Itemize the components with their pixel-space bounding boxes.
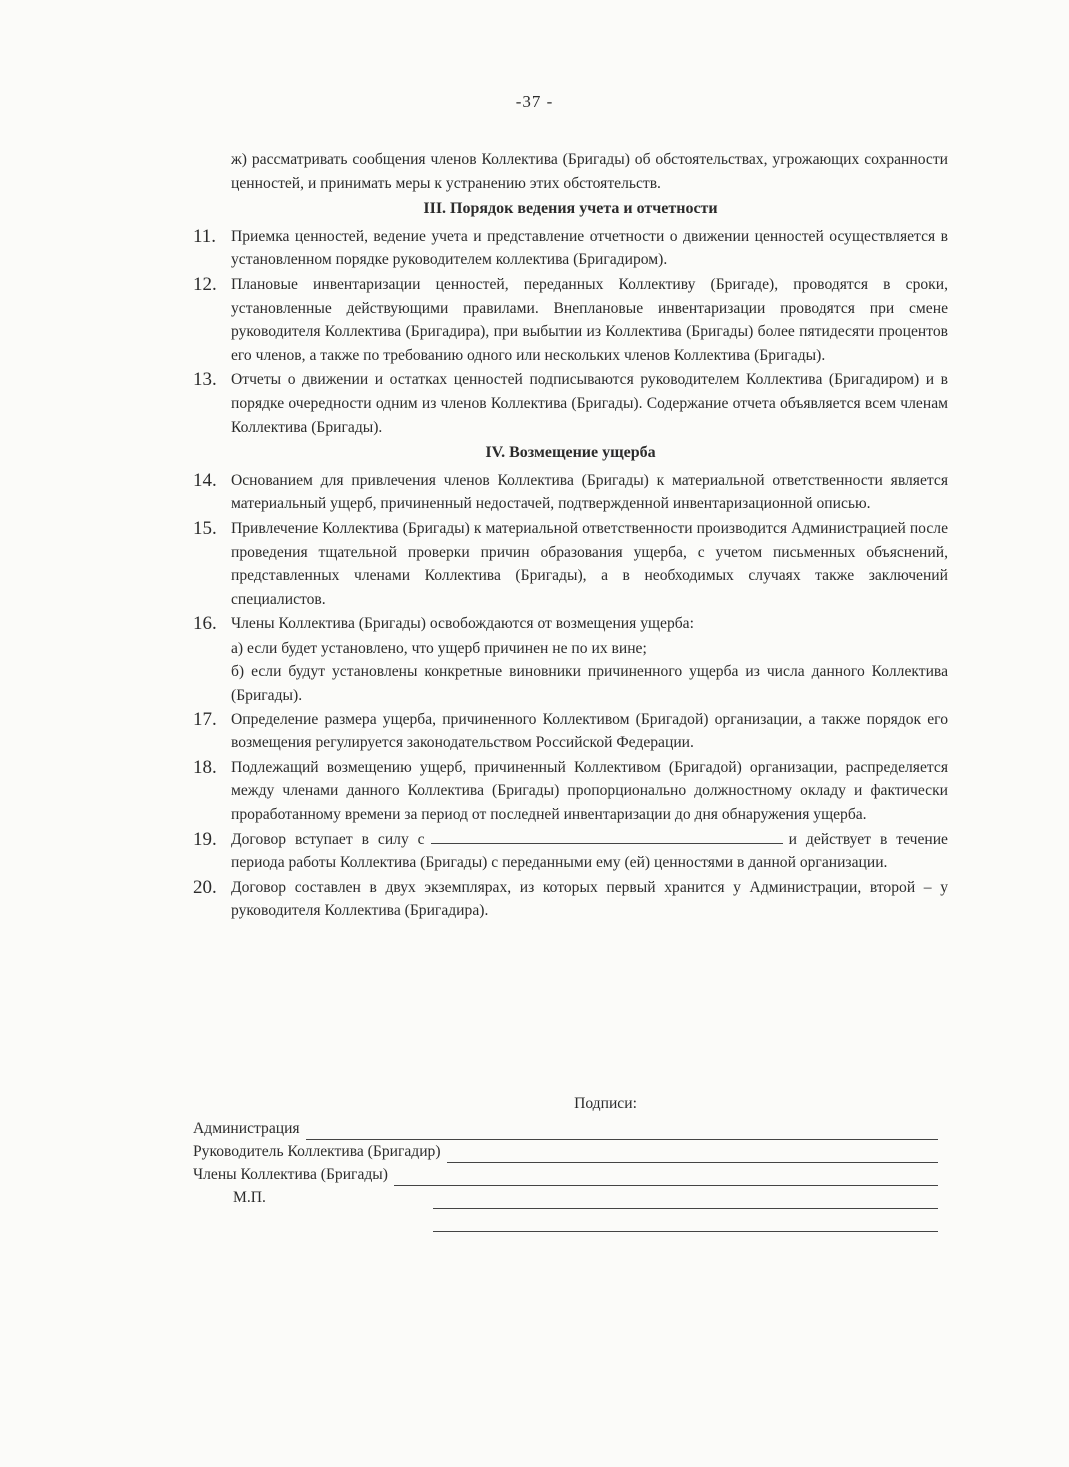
sub-item-text: а) если будет установлено, что ущерб причинен не по их вине; <box>231 639 647 657</box>
effective-date-blank[interactable] <box>431 829 783 844</box>
list-item <box>193 876 948 923</box>
list-item <box>193 273 948 367</box>
administration-label: Администрация <box>193 1120 300 1137</box>
members-label: Члены Коллектива (Бригады) <box>193 1166 388 1183</box>
leader-signature-line[interactable] <box>447 1147 938 1163</box>
item-text: Отчеты о движении и остатках ценностей подписываются руководителем Коллектива (Бригадиром) и в порядке очередности одним из членов Коллектива (Бригады). Содержание отчета объявляется всем членам Коллектива (Бригады). <box>231 371 948 436</box>
item-number: 13. <box>193 369 217 391</box>
intro-item: ж) рассматривать сообщения членов Коллектива (Бригады) об обстоятельствах, угрожающих сохранности ценностей, и принимать меры к устранению этих обстоятельств. <box>231 151 948 192</box>
item-number: 14. <box>193 469 217 491</box>
item-number: 12. <box>193 273 217 295</box>
stamp-label: М.П. <box>233 1189 266 1206</box>
item-text: Приемка ценностей, ведение учета и представление отчетности о движении ценностей осуществляется в установленном порядке руководителем коллектива (Бригадиром). <box>231 227 948 269</box>
document-body <box>193 148 948 924</box>
signature-row-leader <box>193 1140 938 1163</box>
signature-row-members <box>193 1163 938 1186</box>
item-number: 15. <box>193 517 217 539</box>
item-text: Договор составлен в двух экземплярах, из которых первый хранится у Администрации, второй – у руководителя Коллектива (Бригадира). <box>231 878 948 920</box>
item-number: 17. <box>193 708 217 730</box>
signatures-block <box>193 1092 938 1232</box>
item-number: 19. <box>193 828 217 850</box>
list-item <box>193 708 948 755</box>
list-item <box>193 469 948 516</box>
item-text: Привлечение Коллектива (Бригады) к материальной ответственности производится Администрацией после проведения тщательной проверки причин образования ущерба, с учетом письменных объяснений, представленных членами Коллектива (Бригады), а в необходимых случаях также заключений специалистов. <box>231 519 948 608</box>
item-number: 20. <box>193 876 217 898</box>
section-3-title: III. Порядок ведения учета и отчетности <box>423 200 718 218</box>
sub-item <box>231 637 948 661</box>
members-signature-line-3[interactable] <box>433 1216 938 1232</box>
item-text: Определение размера ущерба, причиненного Коллективом (Бригадой) организации, а также порядок его возмещения регулируется законодательством Российской Федерации. <box>231 710 948 752</box>
signature-row-stamp <box>193 1186 938 1209</box>
list-item <box>193 828 948 875</box>
sub-item-text: б) если будут установлены конкретные виновники причиненного ущерба из числа данного Коллектива (Бригады). <box>231 663 948 705</box>
list-item <box>193 368 948 439</box>
item-number: 11. <box>193 225 217 247</box>
list-item <box>193 225 948 272</box>
effective-date-prefix: Договор вступает в силу с <box>231 830 425 848</box>
members-signature-line[interactable] <box>394 1170 938 1186</box>
list-item <box>193 612 948 636</box>
list-item <box>193 756 948 827</box>
effective-date-suffix: и действует в течение периода работы Коллектива (Бригады) с переданными ему (ей) ценностями в данной организации. <box>231 830 948 872</box>
signatures-title: Подписи: <box>574 1095 637 1112</box>
section-4-title: IV. Возмещение ущерба <box>485 444 656 462</box>
item-text: Подлежащий возмещению ущерб, причиненный Коллективом (Бригадой) организации, распределяется между членами данного Коллектива (Бригады) пропорционально должностному окладу и фактически проработанному времени за период от последней инвентаризации до дня обнаружения ущерба. <box>231 758 948 824</box>
item-text: Члены Коллектива (Бригады) освобождаются от возмещения ущерба: <box>231 615 694 633</box>
members-signature-line-2[interactable] <box>433 1193 938 1209</box>
signature-row-extra <box>193 1209 938 1232</box>
signature-row-administration <box>193 1117 938 1140</box>
list-item <box>193 517 948 611</box>
administration-signature-line[interactable] <box>306 1124 938 1140</box>
leader-label: Руководитель Коллектива (Бригадир) <box>193 1143 441 1160</box>
page-number: -37 - <box>515 92 554 111</box>
item-text: Основанием для привлечения членов Коллектива (Бригады) к материальной ответственности является материальный ущерб, причиненный недостачей, подтвержденной инвентаризационной описью. <box>231 471 948 513</box>
item-text: Плановые инвентаризации ценностей, переданных Коллективу (Бригаде), проводятся в сроки, установленные действующими правилами. Внеплановые инвентаризации проводятся при смене руководителя Коллектива (Бригадира), при выбытии из Коллектива (Бригады) более пятидесяти процентов его членов, а также по требованию одного или нескольких членов Коллектива (Бригады). <box>231 275 948 364</box>
item-number: 18. <box>193 756 217 778</box>
sub-item <box>231 660 948 707</box>
item-text <box>231 828 948 875</box>
item-number: 16. <box>193 613 217 635</box>
